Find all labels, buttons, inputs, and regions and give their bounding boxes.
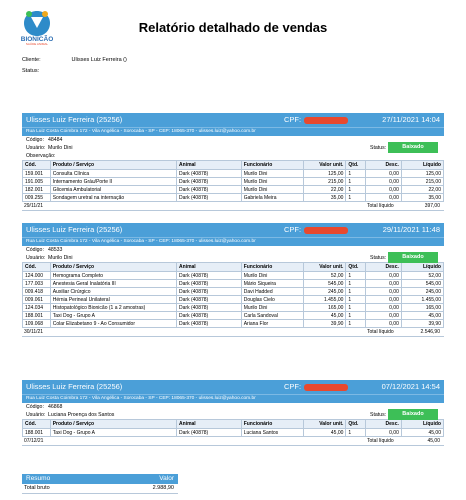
cell-employee: Gabriela Meira [241,194,304,202]
cell-code: 188.001 [23,429,51,437]
report-header [22,223,444,237]
cell-net: 545,00 [401,280,443,288]
svg-text:BIONICÃO: BIONICÃO [20,36,54,43]
col-header: Desc. [365,263,401,272]
cell-product: Consulta Clínica [50,170,176,178]
cell-employee: Davi Hadded [241,288,304,296]
table-row [23,194,444,202]
cell-qty: 1 [346,272,366,280]
table-row [23,170,444,178]
cell-animal: Dark (40878) [177,296,242,304]
sale-report-2 [22,223,444,337]
cell-product: Taxi Dog - Grupo A [50,429,176,437]
table-header-row [23,161,444,170]
gross-total-value: 2.988,90 [152,485,174,491]
cell-employee: Mário Siqueira [241,280,304,288]
summary-header-value: Valor [159,475,174,482]
table-row [23,186,444,194]
usuario-label: Usuário: [26,255,46,261]
table-row [23,429,444,437]
cell-product: Glicemia Ambulatorial [50,186,176,194]
items-table [22,419,444,437]
report-header [22,113,444,127]
total-label: Total líquido [367,203,394,209]
col-header: Funcionário [241,420,304,429]
cell-animal: Dark (40878) [177,178,242,186]
col-header: Qtd. [346,263,366,272]
col-header: Funcionário [241,263,304,272]
col-header: Desc. [365,420,401,429]
cell-code: 009.061 [23,296,51,304]
cell-product: Auxiliar Cirúrgico [50,288,176,296]
col-header: Produto / Serviço [50,263,176,272]
cell-animal: Dark (40878) [177,288,242,296]
col-header: Líquido [401,161,443,170]
client-value: Ulisses Luiz Ferreira () [71,57,127,63]
cell-discount: 0,00 [365,280,401,288]
col-header: Valor unit. [304,420,346,429]
summary-header [22,474,178,484]
codigo-row [22,136,444,144]
cpf-redacted-mark [304,227,348,234]
cell-unit-value: 215,00 [304,178,346,186]
usuario-value: Murilo Dini [48,255,73,261]
cell-code: 177.003 [23,280,51,288]
col-header: Animal [177,420,242,429]
cell-net: 39,90 [401,320,443,328]
cell-discount: 0,00 [365,178,401,186]
sale-report-1 [22,113,444,211]
sale-date: 07/12/2021 14:54 [381,382,440,391]
cell-unit-value: 22,00 [304,186,346,194]
usuario-row [22,254,444,262]
items-table [22,160,444,202]
cell-code: 182.001 [23,186,51,194]
table-header-row [23,420,444,429]
cell-discount: 0,00 [365,320,401,328]
total-value: 45,00 [427,438,440,444]
cell-net: 1.455,00 [401,296,443,304]
table-row [23,288,444,296]
client-name: Ulisses Luiz Ferreira (25256) [26,382,123,391]
cell-unit-value: 39,90 [304,320,346,328]
cell-product: Histopatológico Bionicão (1 a 2 amostras) [50,304,176,312]
col-header: Produto / Serviço [50,420,176,429]
report-footer [22,328,444,337]
cell-net: 45,00 [401,429,443,437]
footer-date: 07/12/21 [24,438,44,444]
cell-product: Hérnia Perineal Unilateral [50,296,176,304]
cell-employee: Luciana Santos [241,429,304,437]
cell-animal: Dark (40878) [177,312,242,320]
cell-net: 125,00 [401,170,443,178]
cell-animal: Dark (40878) [177,320,242,328]
cell-product: Internamento Gráu/Porte II [50,178,176,186]
table-row [23,304,444,312]
cell-code: 109.068 [23,320,51,328]
table-header-row [23,263,444,272]
cell-unit-value: 245,00 [304,288,346,296]
codigo-value: 48484 [48,137,63,143]
total-value: 397,00 [424,203,440,209]
gross-total-label: Total bruto [24,485,50,491]
cell-code: 009.418 [23,288,51,296]
usuario-value: Murilo Dini [48,145,73,151]
cell-net: 35,00 [401,194,443,202]
status-label: Status: [370,145,387,151]
cell-net: 52,00 [401,272,443,280]
sale-report-3 [22,380,444,446]
cell-unit-value: 35,00 [304,194,346,202]
cell-employee: Murilo Dini [241,186,304,194]
cpf [284,382,348,391]
table-row [23,320,444,328]
report-footer [22,437,444,446]
footer-date: 29/11/21 [24,203,44,209]
cell-employee: Murilo Dini [241,272,304,280]
cell-employee: Carla Sandoval [241,312,304,320]
svg-text:SAÚDE ANIMAL: SAÚDE ANIMAL [25,42,49,46]
cell-product: Colar Elizabetano 9 - Ao Consumidor [50,320,176,328]
cell-discount: 0,00 [365,288,401,296]
col-header: Cód. [23,420,51,429]
total-value: 2.546,90 [420,329,440,335]
cell-net: 22,00 [401,186,443,194]
footer-date: 30/11/21 [24,329,44,335]
col-header: Qtd. [346,420,366,429]
cell-animal: Dark (40878) [177,186,242,194]
cell-code: 159.001 [23,170,51,178]
status-label: Status: [370,255,387,261]
cell-animal: Dark (40878) [177,280,242,288]
codigo-row [22,246,444,254]
cell-product: Hemograma Completo [50,272,176,280]
sale-date: 29/11/2021 11:48 [382,225,440,234]
usuario-label: Usuário: [26,412,46,418]
cell-code: 191.005 [23,178,51,186]
cell-unit-value: 125,00 [304,170,346,178]
table-row [23,178,444,186]
codigo-label: Código: [26,404,44,410]
status-badge: Baixado [388,142,438,153]
summary-header-label: Resumo [26,475,51,482]
cell-qty: 1 [346,186,366,194]
codigo-label: Código: [26,247,44,253]
observacao-row [22,152,444,160]
client-name: Ulisses Luiz Ferreira (25256) [26,115,123,124]
cell-employee: Murilo Dini [241,178,304,186]
filter-client [22,57,127,63]
cell-code: 124.034 [23,304,51,312]
col-header: Animal [177,161,242,170]
filter-status [22,68,70,74]
cell-animal: Dark (40878) [177,304,242,312]
usuario-value: Luciana Proença dos Santos [48,412,115,418]
cell-animal: Dark (40878) [177,194,242,202]
cell-qty: 1 [346,296,366,304]
cell-discount: 0,00 [365,304,401,312]
table-row [23,272,444,280]
col-header: Animal [177,263,242,272]
cell-discount: 0,00 [365,186,401,194]
client-address: Rua Luiz Costa Coimbra 172 - Vila Angélica - Sorocaba - SP - CEP: 18065-370 - ulisses.luiz@yahoo.com.br [22,394,444,403]
cell-discount: 0,00 [365,296,401,304]
col-header: Produto / Serviço [50,161,176,170]
cell-product: Taxi Dog - Grupo A [50,312,176,320]
codigo-row [22,403,444,411]
cell-qty: 1 [346,178,366,186]
total-label: Total líquido [367,329,394,335]
cell-unit-value: 52,00 [304,272,346,280]
cell-product: Sondagem uretral na internação [50,194,176,202]
report-footer [22,202,444,211]
status-badge: Baixado [388,252,438,263]
col-header: Qtd. [346,161,366,170]
report-header [22,380,444,394]
cell-discount: 0,00 [365,429,401,437]
cell-qty: 1 [346,280,366,288]
cell-animal: Dark (40878) [177,429,242,437]
cpf-label: CPF: [284,115,302,124]
cell-unit-value: 165,00 [304,304,346,312]
client-name: Ulisses Luiz Ferreira (25256) [26,225,123,234]
items-table [22,262,444,328]
client-label: Cliente: [22,57,41,63]
cell-discount: 0,00 [365,194,401,202]
cell-unit-value: 45,00 [304,429,346,437]
cell-code: 124.000 [23,272,51,280]
cell-qty: 1 [346,194,366,202]
cell-animal: Dark (40878) [177,272,242,280]
sale-date: 27/11/2021 14:04 [382,115,440,124]
cell-net: 45,00 [401,312,443,320]
cell-product: Anestesia Geral Inalatória III [50,280,176,288]
client-address: Rua Luiz Costa Coimbra 172 - Vila Angélica - Sorocaba - SP - CEP: 18065-370 - ulisses.luiz@yahoo.com.br [22,237,444,246]
cell-discount: 0,00 [365,312,401,320]
col-header: Valor unit. [304,161,346,170]
summary-box [22,474,178,494]
cell-unit-value: 45,00 [304,312,346,320]
cell-qty: 1 [346,304,366,312]
col-header: Líquido [401,420,443,429]
client-address: Rua Luiz Costa Coimbra 172 - Vila Angélica - Sorocaba - SP - CEP: 18065-370 - ulisses.luiz@yahoo.com.br [22,127,444,136]
status-label: Status: [22,68,40,74]
codigo-value: 46868 [48,404,63,410]
table-row [23,280,444,288]
cell-code: 009.255 [23,194,51,202]
col-header: Valor unit. [304,263,346,272]
status-label: Status: [370,412,387,418]
cell-employee: Douglas Cielo [241,296,304,304]
cell-qty: 1 [346,429,366,437]
cell-net: 165,00 [401,304,443,312]
cell-qty: 1 [346,170,366,178]
cell-animal: Dark (40878) [177,170,242,178]
usuario-row [22,144,444,152]
cell-employee: Ariana Flor [241,320,304,328]
cpf-label: CPF: [284,225,302,234]
cpf-redacted-mark [304,117,348,124]
cpf [284,225,348,234]
col-header: Cód. [23,161,51,170]
summary-row-gross [22,484,178,494]
cell-employee: Murilo Dini [241,170,304,178]
cell-net: 215,00 [401,178,443,186]
cell-unit-value: 1.455,00 [304,296,346,304]
cell-discount: 0,00 [365,170,401,178]
usuario-row [22,411,444,419]
usuario-label: Usuário: [26,145,46,151]
cell-qty: 1 [346,320,366,328]
cell-qty: 1 [346,312,366,320]
table-row [23,312,444,320]
col-header: Desc. [365,161,401,170]
cell-employee: Murilo Dini [241,304,304,312]
status-badge: Baixado [388,409,438,420]
cell-code: 188.001 [23,312,51,320]
observacao-label: Observação: [26,153,56,159]
codigo-label: Código: [26,137,44,143]
cell-net: 245,00 [401,288,443,296]
cell-discount: 0,00 [365,272,401,280]
col-header: Funcionário [241,161,304,170]
total-label: Total líquido [367,438,394,444]
cpf [284,115,348,124]
page-title: Relatório detalhado de vendas [138,20,328,35]
cell-unit-value: 545,00 [304,280,346,288]
cell-qty: 1 [346,288,366,296]
col-header: Líquido [401,263,443,272]
table-row [23,296,444,304]
col-header: Cód. [23,263,51,272]
cpf-redacted-mark [304,384,348,391]
codigo-value: 48533 [48,247,63,253]
cpf-label: CPF: [284,382,302,391]
